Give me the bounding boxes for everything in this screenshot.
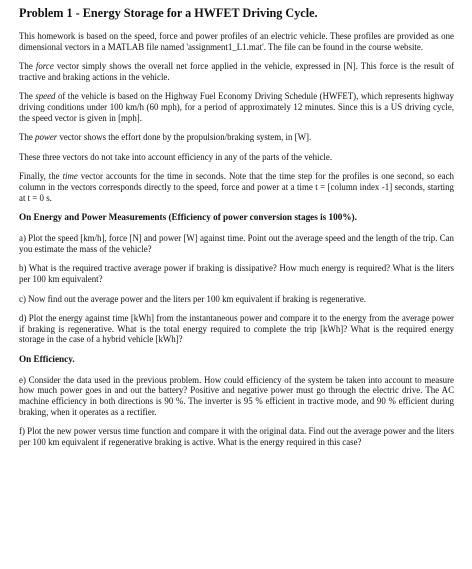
time-term: time [62, 171, 78, 182]
speed-term: speed [35, 91, 56, 102]
question-d: d) Plot the energy against time [kWh] from the instantaneous power and compare it to the energy from the average power if braking is regenerative. What is the total energy required to complete the trip [kWh]? What is the required energy storage in the case of a hybrid vehicle [kWh]? [19, 313, 454, 345]
power-term: power [35, 132, 58, 143]
question-b: b) What is the required tractive average power if braking is dissipative? How much energy is required? What is the liters per 100 km equivalent? [19, 263, 454, 284]
efficiency-note: These three vectors do not take into account efficiency in any of the parts of the vehicle. [19, 151, 333, 162]
speed-pre: The [19, 91, 36, 102]
time-post: vector accounts for the time in seconds. Note that the time step for the profiles is one second, so each column in the vectors corresponds directly to the speed, force and power at a time t = [column index -1] seconds, starting at t = 0 s. [19, 171, 454, 203]
force-pre: The [19, 61, 36, 72]
intro-paragraph: This homework is based on the speed, force and power profiles of an electric vehicle. These profiles are provided as one dimensional vectors in a MATLAB file named 'assignment1_L1.mat'. The file can be found in the course website. [19, 31, 454, 52]
power-post: vector shows the effort done by the propulsion/braking system, in [W]. [57, 132, 312, 143]
speed-paragraph [19, 91, 454, 123]
question-e: e) Consider the data used in the previous problem. How could efficiency of the system be taken into account to measure how much power goes in and out the battery? Positive and negative power must go through the electric drive. The AC machine efficiency in both directions is 90 %. The inverter is 95 % efficient in tractive mode, and 90 % efficient during braking, when it operates as a rectifier. [19, 374, 454, 417]
power-pre: The [19, 132, 36, 143]
force-paragraph [19, 61, 454, 82]
force-post: vector simply shows the overall net force applied in the vehicle, expressed in [N]. This force is the result of tractive and braking actions in the vehicle. [19, 61, 454, 82]
time-pre: Finally, the [19, 171, 63, 182]
page-title: Problem 1 - Energy Storage for a HWFET Driving Cycle. [19, 6, 318, 20]
question-c: c) Now find out the average power and the liters per 100 km equivalent if braking is regenerative. [19, 293, 366, 304]
section-heading-efficiency: On Efficiency. [19, 353, 75, 364]
speed-post: of the vehicle is based on the Highway Fuel Economy Driving Schedule (HWFET), which represents highway driving conditions under 100 km/h (60 mph), for a period of approximately 12 minutes. Since this is a US driving cycle, the speed vector is given in [mph]. [19, 91, 454, 123]
time-paragraph [19, 171, 454, 203]
question-f: f) Plot the new power versus time function and compare it with the original data. Find out the average power and the liters per 100 km equivalent if regenerative braking is active. What is the energy required in this case? [19, 426, 454, 447]
power-paragraph [19, 132, 454, 143]
question-a: a) Plot the speed [km/h], force [N] and power [W] against time. Point out the average speed and the length of the trip. Can you estimate the mass of the vehicle? [19, 233, 454, 254]
force-term: force [35, 61, 54, 72]
section-heading-energy: On Energy and Power Measurements (Efficiency of power conversion stages is 100%). [19, 212, 357, 223]
